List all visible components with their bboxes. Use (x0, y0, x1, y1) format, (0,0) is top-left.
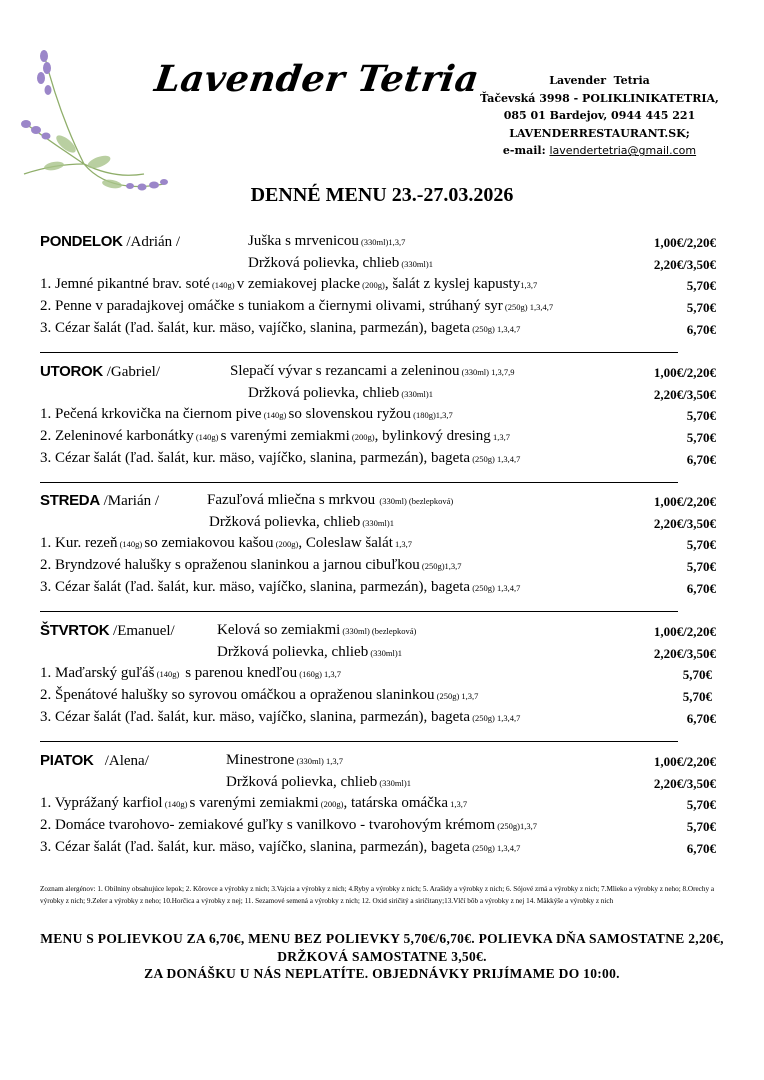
day-label (40, 233, 180, 251)
menu-title: DENNÉ MENU 23.-27.03.2026 (250, 184, 514, 206)
meal-name: 2. Bryndzové halušky s opraženou slaninkou a jarnou cibuľkou (40, 557, 420, 574)
email-label: e-mail: (502, 144, 546, 158)
section-divider (40, 741, 678, 742)
meal-extra: , Coleslaw šalát (298, 535, 393, 552)
meal-name: 3. Cézar šalát (ľad. šalát, kur. mäso, vajíčko, slanina, parmezán), bageta (40, 708, 471, 725)
meal-side: so slovenskou ryžou (288, 406, 412, 423)
meal-weight: (140g) (261, 410, 289, 421)
meal-name: 1. Maďarský guľáš (40, 665, 155, 682)
meal-weight: (250g) 1,3,4,7 (470, 582, 521, 593)
soup-name: Slepačí vývar s rezancami a zeleninou (230, 363, 460, 379)
meal-side: so zemiakovou kašou (144, 535, 274, 552)
meal-name: 1. Jemné pikantné brav. soté (40, 276, 210, 293)
meal-price: 6,70€ (686, 580, 716, 596)
day-name: UTOROK (40, 363, 103, 380)
footer-note (40, 930, 724, 983)
soup-allergens: (330ml) (bezlepková) (340, 626, 417, 636)
name-day: /Adrián / (122, 234, 181, 250)
name-day: /Alena/ (93, 753, 149, 769)
meal-name: 1. Pečená krkovička na čiernom pive (40, 406, 262, 423)
brand-logo-text: Lavender Tetria (152, 58, 482, 100)
meal-extra: , šalát z kyslej kapusty (384, 276, 521, 293)
soup-price: 2,20€/3,50€ (653, 645, 716, 661)
meal-weight: (140g) (193, 432, 221, 443)
meal-price: 6,70€ (686, 840, 716, 856)
soup-name: Držková polievka, chlieb (248, 254, 400, 271)
meal-item (40, 557, 462, 574)
footer-line-1: MENU S POLIEVKOU ZA 6,70€, MENU BEZ POLIEVKY 5,70€/6,70€. POLIEVKA DŇA SAMOSTATNE 2,20€, DRŽKOVÁ SAMOSTATNE 3,50€. (40, 931, 724, 964)
soup-allergens: (330ml) 1,3,7 (294, 756, 343, 766)
name-day: /Marián / (99, 493, 160, 509)
contact-block (472, 72, 727, 160)
meal-item (40, 795, 467, 812)
meal-allergens: 1,3,7 (392, 539, 413, 550)
soup-item (248, 233, 405, 250)
email-link[interactable]: lavendertetria@gmail.com (549, 144, 697, 158)
meal-item (40, 320, 520, 337)
section-divider (40, 611, 678, 612)
day-name: PONDELOK (40, 233, 123, 250)
meal-weight: (140g) (117, 539, 145, 550)
soup-item (217, 622, 416, 639)
section-divider (40, 352, 678, 353)
meal-name: 2. Špenátové halušky so syrovou omáčkou a opraženou slaninkou (40, 687, 435, 704)
soup-name: Fazuľová mliečna s mrkvou (207, 492, 376, 508)
allergen-list: Zoznam alergénov: 1. Obilniny obsahujúce lepok; 2. Kôrovce a výrobky z nich; 3.Vajcia a výrobky z nich; 4.Ryby a výrobky z nich; 5. Arašidy a výrobky z nich; 6. Sójové zrná a výrobky z nich; 7.Mlieko a výrobky z neho; 8.Orechy a výrobky z nich; 9.Zeler a výrobky z neho; 10.Horčica a výrobky z nej; 11. Sezamové semená a výrobky z nich; 12. Oxid siričitý a siričitany;13.Vlčí bôb a výrobky z nej 14. Mäkkýše a výrobky z nich (40, 885, 715, 905)
meal-price: 6,70€ (686, 321, 716, 337)
soup-item (226, 774, 411, 791)
day-name: PIATOK (40, 752, 94, 769)
meal-side: v zemiakovej placke (236, 276, 361, 293)
soup-price: 2,20€/3,50€ (653, 256, 716, 272)
side-weight: (200g) (318, 799, 344, 810)
side-weight: (200g) (349, 432, 375, 443)
meal-item (40, 687, 478, 704)
meal-price: 5,70€ (686, 559, 716, 575)
soup-price: 1,00€/2,20€ (653, 624, 716, 639)
contact-address: Ťačevská 3998 - POLIKLINIKATETRIA, (480, 91, 719, 105)
meal-weight: (250g)1,3,7 (495, 821, 537, 832)
meal-item (40, 428, 510, 445)
meal-item (40, 839, 520, 856)
side-weight: (180g)1,3,7 (411, 410, 453, 421)
day-name: STREDA (40, 492, 100, 509)
meal-side: s varenými zemiakmi (220, 428, 350, 445)
meal-price: 5,70€ (686, 797, 716, 813)
soup-allergens: (330ml)1 (377, 777, 411, 788)
meal-weight: (250g) 1,3,4,7 (470, 323, 521, 334)
meal-name: 2. Penne v paradajkovej omáčke s tuniakom a čiernymi olivami, strúhaný syr (40, 298, 503, 315)
soup-price: 1,00€/2,20€ (653, 754, 716, 769)
soup-allergens: (330ml)1 (399, 258, 433, 269)
soup-name: Držková polievka, chlieb (226, 773, 378, 790)
meal-name: 3. Cézar šalát (ľad. šalát, kur. mäso, vajíčko, slanina, parmezán), bageta (40, 578, 471, 595)
meal-price: 5,70€ (686, 819, 716, 835)
side-weight: (200g) (273, 539, 299, 550)
soup-price: 2,20€/3,50€ (653, 515, 716, 531)
contact-web: LAVENDERRESTAURANT.SK; (509, 126, 690, 140)
contact-city-phone: 085 01 Bardejov, 0944 445 221 (503, 109, 696, 123)
meal-price: 5,70€ (686, 430, 716, 446)
meal-side: s parenou knedľou (181, 665, 298, 682)
meal-allergens: 1,3,7 (448, 799, 468, 810)
soup-price: 2,20€/3,50€ (653, 775, 716, 791)
meal-price: 5,70€ (686, 537, 716, 553)
meal-weight: (250g) 1,3,7 (434, 691, 479, 702)
meal-name: 2. Domáce tvarohovo- zemiakové guľky s vanilkovo - tvarohovým krémom (40, 817, 496, 834)
soup-item (248, 255, 433, 272)
footer-line-2: ZA DONÁŠKU U NÁS NEPLATÍTE. OBJEDNÁVKY PRIJÍMAME DO 10:00. (144, 966, 620, 982)
meal-weight: (250g) 1,3,4,7 (470, 842, 521, 853)
soup-name: Držková polievka, chlieb (248, 384, 400, 401)
side-weight: (200g) (360, 280, 385, 291)
meal-name: 3. Cézar šalát (ľad. šalát, kur. mäso, vajíčko, slanina, parmezán), bageta (40, 449, 471, 466)
day-label (40, 622, 175, 640)
meal-weight: (250g) 1,3,4,7 (470, 712, 521, 723)
soup-item (226, 752, 343, 769)
meal-item (40, 817, 537, 834)
soup-item (230, 363, 515, 380)
soup-name: Držková polievka, chlieb (209, 513, 361, 530)
soup-name: Juška s mrvenicou (248, 233, 359, 249)
meal-name: 1. Kur. rezeň (40, 535, 118, 552)
meal-extra: , tatárska omáčka (343, 795, 448, 812)
day-label (40, 752, 149, 770)
soup-allergens: (330ml)1 (368, 647, 402, 658)
meal-allergens: 1,3,7 (490, 432, 510, 443)
meal-item (40, 298, 553, 315)
meal-item (40, 709, 520, 726)
side-weight: (160g) 1,3,7 (297, 669, 342, 680)
soup-item (248, 385, 433, 402)
meal-price: 5,70€ (682, 667, 712, 683)
meal-item (40, 450, 520, 467)
meal-name: 2. Zeleninové karbonátky (40, 428, 194, 445)
soup-allergens: (330ml)1 (360, 517, 394, 528)
contact-name: Lavender Tetria (549, 74, 650, 87)
meal-weight: (250g) 1,3,4,7 (502, 302, 554, 313)
soup-allergens: (330ml) 1,3,7,9 (459, 367, 515, 377)
meal-weight: (140g) (209, 280, 237, 291)
soup-price: 1,00€/2,20€ (653, 235, 716, 250)
name-day: /Gabriel/ (102, 364, 161, 380)
name-day: /Emanuel/ (109, 623, 175, 639)
soup-price: 1,00€/2,20€ (653, 365, 716, 380)
contact-email-row (472, 142, 727, 160)
meal-item (40, 665, 341, 682)
soup-name: Držková polievka, chlieb (217, 643, 369, 660)
day-label (40, 363, 160, 381)
meal-weight: (250g)1,3,7 (419, 561, 462, 572)
meal-item (40, 535, 412, 552)
soup-price: 2,20€/3,50€ (653, 386, 716, 402)
soup-item (209, 514, 394, 531)
soup-price: 1,00€/2,20€ (653, 494, 716, 509)
meal-price: 5,70€ (686, 300, 716, 316)
meal-item (40, 579, 520, 596)
day-label (40, 492, 159, 510)
meal-weight: (140g) (162, 799, 190, 810)
meal-name: 3. Cézar šalát (ľad. šalát, kur. mäso, vajíčko, slanina, parmezán), bageta (40, 319, 471, 336)
meal-extra: , bylinkový dresing (374, 428, 491, 445)
meal-name: 3. Cézar šalát (ľad. šalát, kur. mäso, vajíčko, slanina, parmezán), bageta (40, 838, 471, 855)
meal-weight: (250g) 1,3,4,7 (470, 453, 521, 464)
meal-price: 5,70€ (682, 689, 712, 705)
meal-price: 5,70€ (686, 408, 716, 424)
soup-allergens: (330ml)1,3,7 (358, 237, 406, 247)
meal-side: s varenými zemiakmi (189, 795, 319, 812)
section-divider (40, 482, 678, 483)
meal-item (40, 276, 537, 293)
meal-price: 6,70€ (686, 451, 716, 467)
soup-allergens: (330ml) (bezlepková) (375, 496, 454, 506)
meal-price: 5,70€ (686, 278, 716, 294)
day-name: ŠTVRTOK (40, 622, 110, 639)
soup-name: Kelová so zemiakmi (217, 622, 341, 638)
soup-name: Minestrone (226, 752, 295, 768)
meal-allergens: 1,3,7 (520, 280, 538, 291)
meal-price: 6,70€ (686, 710, 716, 726)
soup-allergens: (330ml)1 (399, 388, 433, 399)
meal-item (40, 406, 453, 423)
meal-name: 1. Vyprážaný karfiol (40, 795, 163, 812)
soup-item (217, 644, 402, 661)
meal-weight: (140g) (154, 669, 182, 680)
soup-item (207, 492, 453, 509)
